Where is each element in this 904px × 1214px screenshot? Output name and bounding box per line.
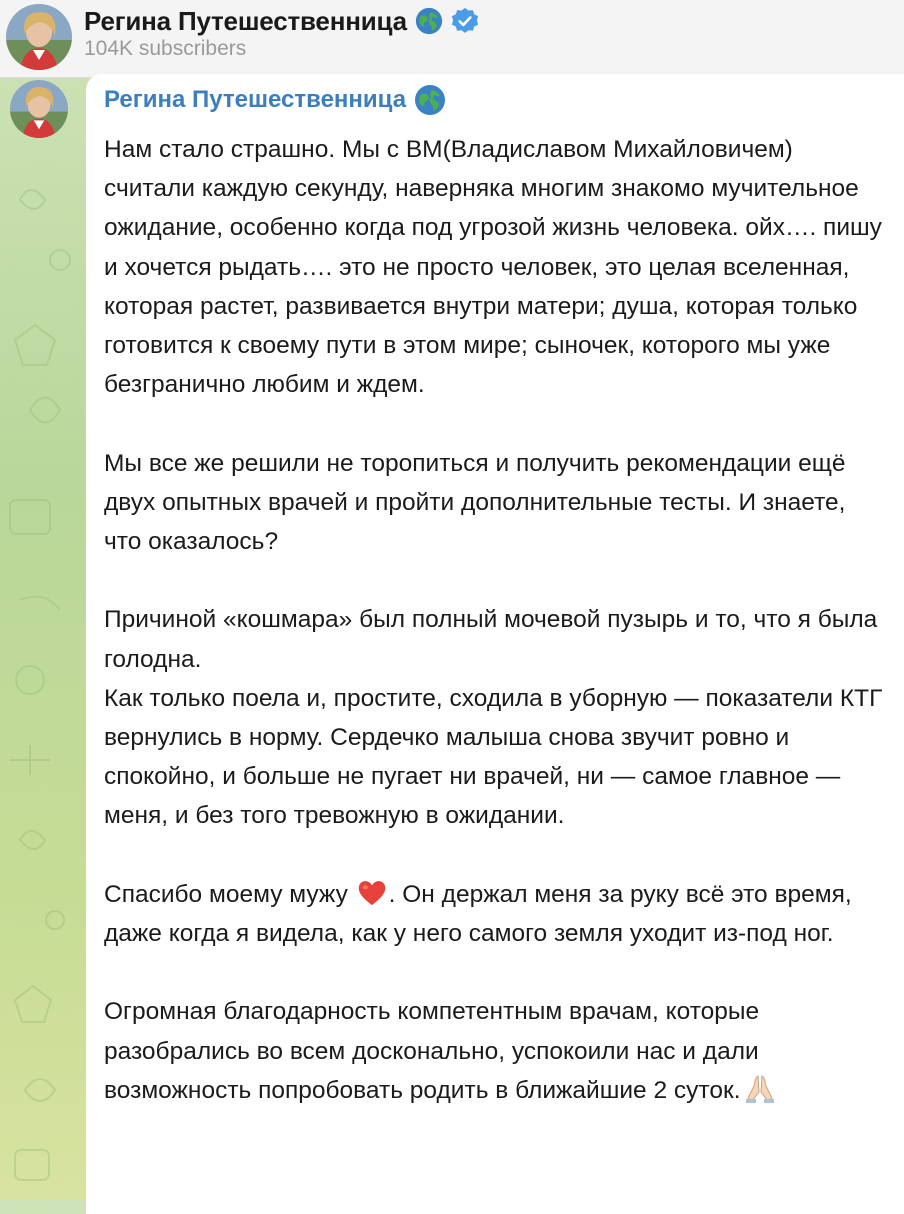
paragraph-6-text: Огромная благодарность компетентным врачам, которые разобрались во всем досконально, успокоили нас и дали возможность попробовать родить в ближайшие 2 суток. (104, 998, 760, 1104)
paragraph-5-end: . Он держал меня за руку всё это время, даже когда я видела, как у него самого земля уходит из-под ног. (104, 880, 852, 948)
pray-icon (743, 1072, 777, 1104)
message-avatar[interactable] (10, 80, 68, 138)
heart-icon (357, 879, 387, 907)
globe-icon (414, 84, 446, 116)
verified-icon (451, 7, 479, 35)
paragraph-6 (104, 992, 884, 1110)
paragraph-1: Нам стало страшно. Мы с ВМ(Владиславом Михайловичем) считали каждую секунду, наверняка многим знакомо мучительное ожидание, особенно когда под угрозой жизнь человека. ойх…. пишу и хочется рыдать…. это не просто человек, это целая вселенная, которая растет, развивается внутри матери; душа, которая только готовится к своему пути в этом мире; сыночек, которого мы уже безгранично любим и ждем. (104, 136, 882, 399)
sender-name[interactable]: Регина Путешественница (104, 86, 407, 113)
paragraph-2: Мы все же решили не торопиться и получить рекомендации ещё двух опытных врачей и пройти дополнительные тесты. И знаете, что оказалось? (104, 449, 846, 556)
message-bubble[interactable] (86, 74, 904, 1214)
paragraph-4: Как только поела и, простите, сходила в уборную — показатели КТГ вернулись в норму. Сердечко малыша снова звучит ровно и спокойно, и больше не пугает ни врачей, ни — самое главное — меня, и без того тревожную в ожидании. (104, 684, 883, 830)
channel-header[interactable] (0, 0, 904, 78)
paragraph-3: Причиной «кошмара» был полный мочевой пузырь и то, что я была голодна. (104, 606, 878, 673)
paragraph-5 (104, 875, 884, 953)
channel-avatar[interactable] (6, 4, 72, 70)
channel-title[interactable]: Регина Путешественница (84, 5, 407, 36)
message-text (104, 130, 884, 1110)
paragraph-5-start: Спасибо моему мужу (104, 880, 348, 908)
subscriber-count: 104K subscribers (84, 37, 247, 60)
globe-icon (415, 7, 443, 35)
